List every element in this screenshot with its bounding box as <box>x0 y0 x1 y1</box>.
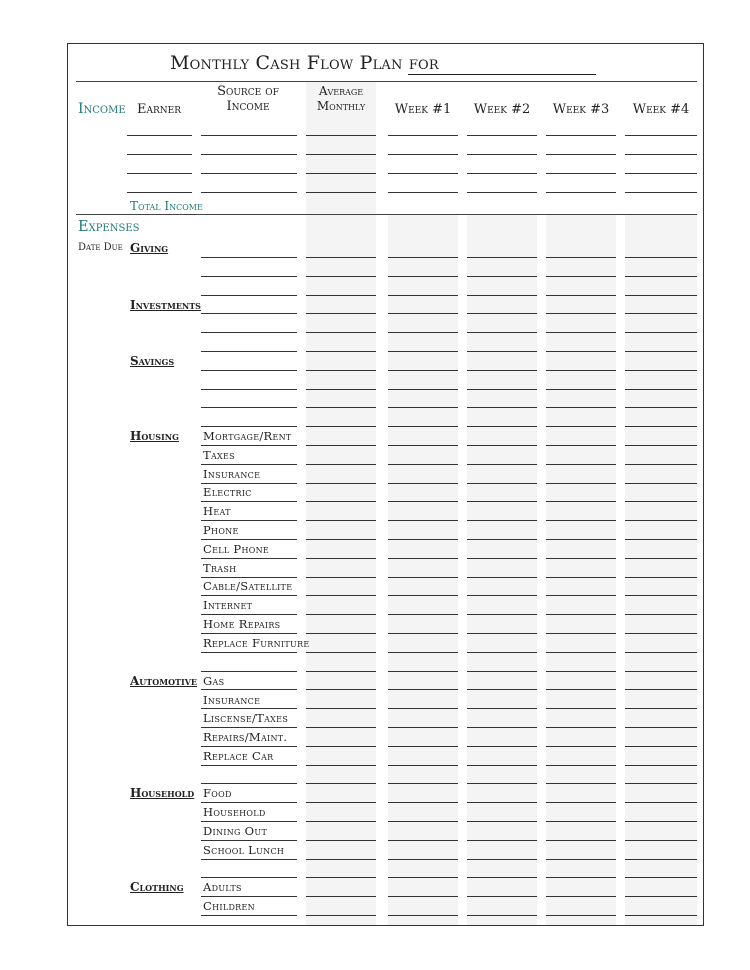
amount-line[interactable] <box>306 173 376 174</box>
amount-line[interactable] <box>306 135 376 136</box>
expense-amount-line[interactable] <box>467 652 537 653</box>
expense-amount-line[interactable] <box>546 577 616 578</box>
expense-amount-line[interactable] <box>388 483 458 484</box>
amount-line[interactable] <box>546 192 616 193</box>
expense-amount-line[interactable] <box>625 821 697 822</box>
expense-amount-line[interactable] <box>625 520 697 521</box>
expense-label-line[interactable] <box>201 802 297 803</box>
expense-amount-line[interactable] <box>625 877 697 878</box>
expense-label-line[interactable] <box>201 351 297 352</box>
expense-label-line[interactable] <box>201 332 297 333</box>
housing-item: Home Repairs <box>203 617 281 631</box>
expense-amount-line[interactable] <box>306 821 376 822</box>
housing-item: Electric <box>203 485 252 499</box>
earner-line[interactable] <box>127 154 192 155</box>
expense-amount-line[interactable] <box>388 520 458 521</box>
cash-flow-form <box>67 43 704 926</box>
expense-amount-line[interactable] <box>625 257 697 258</box>
expense-label-line[interactable] <box>201 765 297 766</box>
expense-amount-line[interactable] <box>546 765 616 766</box>
expense-amount-line[interactable] <box>306 595 376 596</box>
expense-amount-line[interactable] <box>388 295 458 296</box>
expense-amount-line[interactable] <box>467 915 537 916</box>
expense-label-line[interactable] <box>201 407 297 408</box>
expense-amount-line[interactable] <box>467 877 537 878</box>
expense-amount-line[interactable] <box>467 896 537 897</box>
expense-amount-line[interactable] <box>306 689 376 690</box>
expense-amount-line[interactable] <box>467 520 537 521</box>
expense-amount-line[interactable] <box>467 633 537 634</box>
automotive-item: Liscense/Taxes <box>203 711 289 725</box>
expense-amount-line[interactable] <box>546 708 616 709</box>
expense-amount-line[interactable] <box>388 614 458 615</box>
housing-item: Internet <box>203 598 253 612</box>
expense-amount-line[interactable] <box>467 276 537 277</box>
average-header: Average Monthly <box>316 84 366 113</box>
amount-line[interactable] <box>546 154 616 155</box>
earner-line[interactable] <box>127 135 192 136</box>
expense-amount-line[interactable] <box>546 464 616 465</box>
clothing-item: Adults <box>203 880 242 894</box>
expense-amount-line[interactable] <box>625 802 697 803</box>
expense-label-line[interactable] <box>201 915 297 916</box>
expense-amount-line[interactable] <box>625 539 697 540</box>
expense-amount-line[interactable] <box>388 595 458 596</box>
housing-item: Insurance <box>203 467 261 481</box>
category-housing: Housing <box>130 429 179 443</box>
source-line[interactable] <box>201 135 297 136</box>
expense-amount-line[interactable] <box>625 652 697 653</box>
expense-amount-line[interactable] <box>306 464 376 465</box>
housing-item: Replace Furniture <box>203 636 310 650</box>
expense-label-line[interactable] <box>201 896 297 897</box>
expense-amount-line[interactable] <box>388 426 458 427</box>
expense-label-line[interactable] <box>201 483 297 484</box>
expense-amount-line[interactable] <box>388 840 458 841</box>
category-household: Household <box>130 786 195 800</box>
expense-amount-line[interactable] <box>625 727 697 728</box>
housing-item: Taxes <box>203 448 235 462</box>
expense-amount-line[interactable] <box>306 896 376 897</box>
expense-amount-line[interactable] <box>625 708 697 709</box>
title-name-field[interactable] <box>408 74 596 75</box>
expense-amount-line[interactable] <box>467 313 537 314</box>
expense-amount-line[interactable] <box>546 370 616 371</box>
expense-amount-line[interactable] <box>467 689 537 690</box>
amount-line[interactable] <box>625 135 697 136</box>
expense-amount-line[interactable] <box>388 859 458 860</box>
expense-amount-line[interactable] <box>306 257 376 258</box>
expense-label-line[interactable] <box>201 783 297 784</box>
expense-amount-line[interactable] <box>388 313 458 314</box>
expense-amount-line[interactable] <box>546 915 616 916</box>
expense-amount-line[interactable] <box>546 802 616 803</box>
expense-amount-line[interactable] <box>388 802 458 803</box>
expense-amount-line[interactable] <box>388 558 458 559</box>
amount-line[interactable] <box>467 192 537 193</box>
expense-amount-line[interactable] <box>306 483 376 484</box>
expense-amount-line[interactable] <box>546 539 616 540</box>
week-column-shade <box>625 214 697 926</box>
expense-amount-line[interactable] <box>467 464 537 465</box>
expense-label-line[interactable] <box>201 370 297 371</box>
expense-amount-line[interactable] <box>546 671 616 672</box>
expense-amount-line[interactable] <box>306 614 376 615</box>
expense-amount-line[interactable] <box>467 783 537 784</box>
expense-amount-line[interactable] <box>306 877 376 878</box>
household-item: Food <box>203 786 232 800</box>
amount-line[interactable] <box>625 192 697 193</box>
expense-amount-line[interactable] <box>306 501 376 502</box>
expense-amount-line[interactable] <box>388 708 458 709</box>
expense-amount-line[interactable] <box>467 370 537 371</box>
expense-amount-line[interactable] <box>388 501 458 502</box>
expense-amount-line[interactable] <box>546 633 616 634</box>
expense-amount-line[interactable] <box>388 351 458 352</box>
expense-label-line[interactable] <box>201 633 297 634</box>
expense-amount-line[interactable] <box>625 859 697 860</box>
household-item: Household <box>203 805 266 819</box>
expense-amount-line[interactable] <box>467 765 537 766</box>
amount-line[interactable] <box>306 154 376 155</box>
expense-amount-line[interactable] <box>467 558 537 559</box>
expense-amount-line[interactable] <box>625 577 697 578</box>
amount-line[interactable] <box>306 192 376 193</box>
expense-amount-line[interactable] <box>467 483 537 484</box>
expense-amount-line[interactable] <box>467 577 537 578</box>
average-column-shade <box>306 82 376 926</box>
expense-amount-line[interactable] <box>467 257 537 258</box>
expense-amount-line[interactable] <box>388 765 458 766</box>
expense-label-line[interactable] <box>201 539 297 540</box>
automotive-item: Repairs/Maint. <box>203 730 288 744</box>
expense-amount-line[interactable] <box>388 896 458 897</box>
amount-line[interactable] <box>467 154 537 155</box>
expense-label-line[interactable] <box>201 295 297 296</box>
expense-amount-line[interactable] <box>625 313 697 314</box>
expense-label-line[interactable] <box>201 426 297 427</box>
expense-amount-line[interactable] <box>546 689 616 690</box>
expense-label-line[interactable] <box>201 671 297 672</box>
expense-amount-line[interactable] <box>306 708 376 709</box>
expense-amount-line[interactable] <box>306 313 376 314</box>
expense-label-line[interactable] <box>201 746 297 747</box>
expense-amount-line[interactable] <box>546 896 616 897</box>
expense-amount-line[interactable] <box>467 840 537 841</box>
total-income-label: Total Income <box>130 199 203 213</box>
date-due-label: Date Due <box>78 242 123 253</box>
automotive-item: Gas <box>203 674 225 688</box>
expense-amount-line[interactable] <box>306 633 376 634</box>
housing-item: Heat <box>203 504 231 518</box>
expense-amount-line[interactable] <box>388 689 458 690</box>
expense-amount-line[interactable] <box>625 671 697 672</box>
expense-label-line[interactable] <box>201 821 297 822</box>
expense-amount-line[interactable] <box>388 539 458 540</box>
expense-amount-line[interactable] <box>625 370 697 371</box>
expense-amount-line[interactable] <box>306 295 376 296</box>
expense-amount-line[interactable] <box>306 915 376 916</box>
source-line[interactable] <box>201 192 297 193</box>
expense-amount-line[interactable] <box>625 332 697 333</box>
expense-amount-line[interactable] <box>546 652 616 653</box>
expense-amount-line[interactable] <box>306 520 376 521</box>
expense-amount-line[interactable] <box>546 840 616 841</box>
expense-label-line[interactable] <box>201 558 297 559</box>
housing-item: Cable/Satellite <box>203 579 293 593</box>
expense-amount-line[interactable] <box>546 351 616 352</box>
week-4-header: Week #4 <box>632 102 690 117</box>
expense-amount-line[interactable] <box>625 595 697 596</box>
expense-amount-line[interactable] <box>388 633 458 634</box>
expense-amount-line[interactable] <box>306 407 376 408</box>
expense-label-line[interactable] <box>201 652 297 653</box>
housing-item: Trash <box>203 561 237 575</box>
household-item: School Lunch <box>203 843 285 857</box>
expense-amount-line[interactable] <box>306 351 376 352</box>
expense-amount-line[interactable] <box>546 877 616 878</box>
expense-amount-line[interactable] <box>546 727 616 728</box>
amount-line[interactable] <box>388 192 458 193</box>
expense-amount-line[interactable] <box>388 389 458 390</box>
expense-amount-line[interactable] <box>546 295 616 296</box>
expense-amount-line[interactable] <box>388 257 458 258</box>
expense-amount-line[interactable] <box>546 859 616 860</box>
expense-amount-line[interactable] <box>467 859 537 860</box>
expense-amount-line[interactable] <box>467 389 537 390</box>
expense-amount-line[interactable] <box>625 765 697 766</box>
expense-amount-line[interactable] <box>388 727 458 728</box>
expense-amount-line[interactable] <box>467 332 537 333</box>
expense-amount-line[interactable] <box>546 821 616 822</box>
expense-label-line[interactable] <box>201 501 297 502</box>
expense-amount-line[interactable] <box>625 558 697 559</box>
expense-amount-line[interactable] <box>467 708 537 709</box>
expense-label-line[interactable] <box>201 689 297 690</box>
expense-amount-line[interactable] <box>625 614 697 615</box>
expense-label-line[interactable] <box>201 313 297 314</box>
household-item: Dining Out <box>203 824 268 838</box>
earner-line[interactable] <box>127 192 192 193</box>
expense-amount-line[interactable] <box>306 332 376 333</box>
expense-amount-line[interactable] <box>388 671 458 672</box>
expense-amount-line[interactable] <box>467 407 537 408</box>
expense-amount-line[interactable] <box>546 332 616 333</box>
expense-amount-line[interactable] <box>388 877 458 878</box>
expense-amount-line[interactable] <box>388 370 458 371</box>
expense-amount-line[interactable] <box>306 746 376 747</box>
expense-amount-line[interactable] <box>467 501 537 502</box>
amount-line[interactable] <box>546 135 616 136</box>
expense-amount-line[interactable] <box>306 840 376 841</box>
source-line[interactable] <box>201 173 297 174</box>
expense-amount-line[interactable] <box>546 483 616 484</box>
expense-amount-line[interactable] <box>388 276 458 277</box>
expense-amount-line[interactable] <box>625 483 697 484</box>
expense-label-line[interactable] <box>201 708 297 709</box>
week-3-header: Week #3 <box>552 102 610 117</box>
source-header: Source of Income <box>217 84 279 114</box>
amount-line[interactable] <box>388 135 458 136</box>
expense-amount-line[interactable] <box>467 614 537 615</box>
category-investments: Investments <box>130 298 201 312</box>
header-rule <box>76 81 697 82</box>
expense-amount-line[interactable] <box>388 783 458 784</box>
expense-amount-line[interactable] <box>625 445 697 446</box>
expense-amount-line[interactable] <box>625 633 697 634</box>
expense-amount-line[interactable] <box>388 746 458 747</box>
amount-line[interactable] <box>388 173 458 174</box>
expense-amount-line[interactable] <box>467 426 537 427</box>
expense-amount-line[interactable] <box>467 802 537 803</box>
automotive-item: Replace Car <box>203 749 274 763</box>
expense-amount-line[interactable] <box>625 501 697 502</box>
expense-amount-line[interactable] <box>546 407 616 408</box>
amount-line[interactable] <box>467 135 537 136</box>
expense-amount-line[interactable] <box>306 445 376 446</box>
expense-amount-line[interactable] <box>306 671 376 672</box>
amount-line[interactable] <box>388 154 458 155</box>
category-giving: Giving <box>130 241 169 255</box>
expense-amount-line[interactable] <box>625 295 697 296</box>
expense-amount-line[interactable] <box>306 426 376 427</box>
expense-amount-line[interactable] <box>546 276 616 277</box>
expense-amount-line[interactable] <box>546 389 616 390</box>
expense-amount-line[interactable] <box>625 407 697 408</box>
expense-amount-line[interactable] <box>467 671 537 672</box>
source-line[interactable] <box>201 154 297 155</box>
form-title: Monthly Cash Flow Plan for <box>170 52 439 74</box>
expense-amount-line[interactable] <box>546 520 616 521</box>
expense-label-line[interactable] <box>201 859 297 860</box>
expense-label-line[interactable] <box>201 464 297 465</box>
expense-amount-line[interactable] <box>306 802 376 803</box>
amount-line[interactable] <box>467 173 537 174</box>
expense-amount-line[interactable] <box>467 595 537 596</box>
expense-amount-line[interactable] <box>467 295 537 296</box>
expense-amount-line[interactable] <box>546 501 616 502</box>
expense-label-line[interactable] <box>201 727 297 728</box>
expense-amount-line[interactable] <box>467 539 537 540</box>
expense-amount-line[interactable] <box>625 896 697 897</box>
expense-label-line[interactable] <box>201 877 297 878</box>
expense-amount-line[interactable] <box>306 539 376 540</box>
expense-label-line[interactable] <box>201 840 297 841</box>
category-automotive: Automotive <box>130 674 198 688</box>
expense-label-line[interactable] <box>201 445 297 446</box>
expense-amount-line[interactable] <box>388 445 458 446</box>
income-section-label: Income <box>78 101 126 117</box>
expense-amount-line[interactable] <box>467 746 537 747</box>
expense-amount-line[interactable] <box>546 595 616 596</box>
expense-amount-line[interactable] <box>625 426 697 427</box>
housing-item: Mortgage/Rent <box>203 429 292 443</box>
expense-amount-line[interactable] <box>546 783 616 784</box>
category-savings: Savings <box>130 354 175 368</box>
expense-amount-line[interactable] <box>546 313 616 314</box>
week-column-shade <box>467 214 537 926</box>
expense-amount-line[interactable] <box>625 915 697 916</box>
week-column-shade <box>388 214 458 926</box>
expense-amount-line[interactable] <box>388 821 458 822</box>
expense-amount-line[interactable] <box>306 558 376 559</box>
expense-amount-line[interactable] <box>625 464 697 465</box>
expense-amount-line[interactable] <box>388 407 458 408</box>
expense-amount-line[interactable] <box>306 727 376 728</box>
expense-amount-line[interactable] <box>625 389 697 390</box>
expense-amount-line[interactable] <box>388 332 458 333</box>
expense-amount-line[interactable] <box>306 370 376 371</box>
expense-amount-line[interactable] <box>467 821 537 822</box>
expense-amount-line[interactable] <box>546 558 616 559</box>
expense-label-line[interactable] <box>201 276 297 277</box>
automotive-item: Insurance <box>203 693 261 707</box>
expense-amount-line[interactable] <box>306 652 376 653</box>
expense-amount-line[interactable] <box>388 577 458 578</box>
expense-amount-line[interactable] <box>467 445 537 446</box>
expense-amount-line[interactable] <box>306 389 376 390</box>
expense-label-line[interactable] <box>201 595 297 596</box>
expense-amount-line[interactable] <box>546 445 616 446</box>
income-section-rule <box>76 214 697 215</box>
clothing-item: Children <box>203 899 255 913</box>
amount-line[interactable] <box>625 154 697 155</box>
expense-amount-line[interactable] <box>546 257 616 258</box>
amount-line[interactable] <box>625 173 697 174</box>
expense-label-line[interactable] <box>201 389 297 390</box>
expense-amount-line[interactable] <box>625 351 697 352</box>
expense-amount-line[interactable] <box>388 652 458 653</box>
week-1-header: Week #1 <box>394 102 452 117</box>
expense-amount-line[interactable] <box>467 351 537 352</box>
earner-line[interactable] <box>127 173 192 174</box>
expense-label-line[interactable] <box>201 577 297 578</box>
expense-amount-line[interactable] <box>467 727 537 728</box>
expense-amount-line[interactable] <box>625 746 697 747</box>
amount-line[interactable] <box>546 173 616 174</box>
expense-amount-line[interactable] <box>546 746 616 747</box>
housing-item: Phone <box>203 523 239 537</box>
expense-amount-line[interactable] <box>306 577 376 578</box>
expense-amount-line[interactable] <box>625 689 697 690</box>
expense-label-line[interactable] <box>201 520 297 521</box>
earner-header: Earner <box>137 102 181 117</box>
expense-label-line[interactable] <box>201 257 297 258</box>
expense-amount-line[interactable] <box>306 783 376 784</box>
expense-amount-line[interactable] <box>306 859 376 860</box>
expense-amount-line[interactable] <box>306 276 376 277</box>
expense-amount-line[interactable] <box>546 426 616 427</box>
category-clothing: Clothing <box>130 880 184 894</box>
expense-amount-line[interactable] <box>625 840 697 841</box>
expense-amount-line[interactable] <box>625 276 697 277</box>
week-2-header: Week #2 <box>473 102 531 117</box>
expense-label-line[interactable] <box>201 614 297 615</box>
expense-amount-line[interactable] <box>388 464 458 465</box>
week-column-shade <box>546 214 616 926</box>
expense-amount-line[interactable] <box>388 915 458 916</box>
housing-item: Cell Phone <box>203 542 270 556</box>
expenses-section-label: Expenses <box>78 219 140 235</box>
expense-amount-line[interactable] <box>546 614 616 615</box>
expense-amount-line[interactable] <box>306 765 376 766</box>
expense-amount-line[interactable] <box>625 783 697 784</box>
